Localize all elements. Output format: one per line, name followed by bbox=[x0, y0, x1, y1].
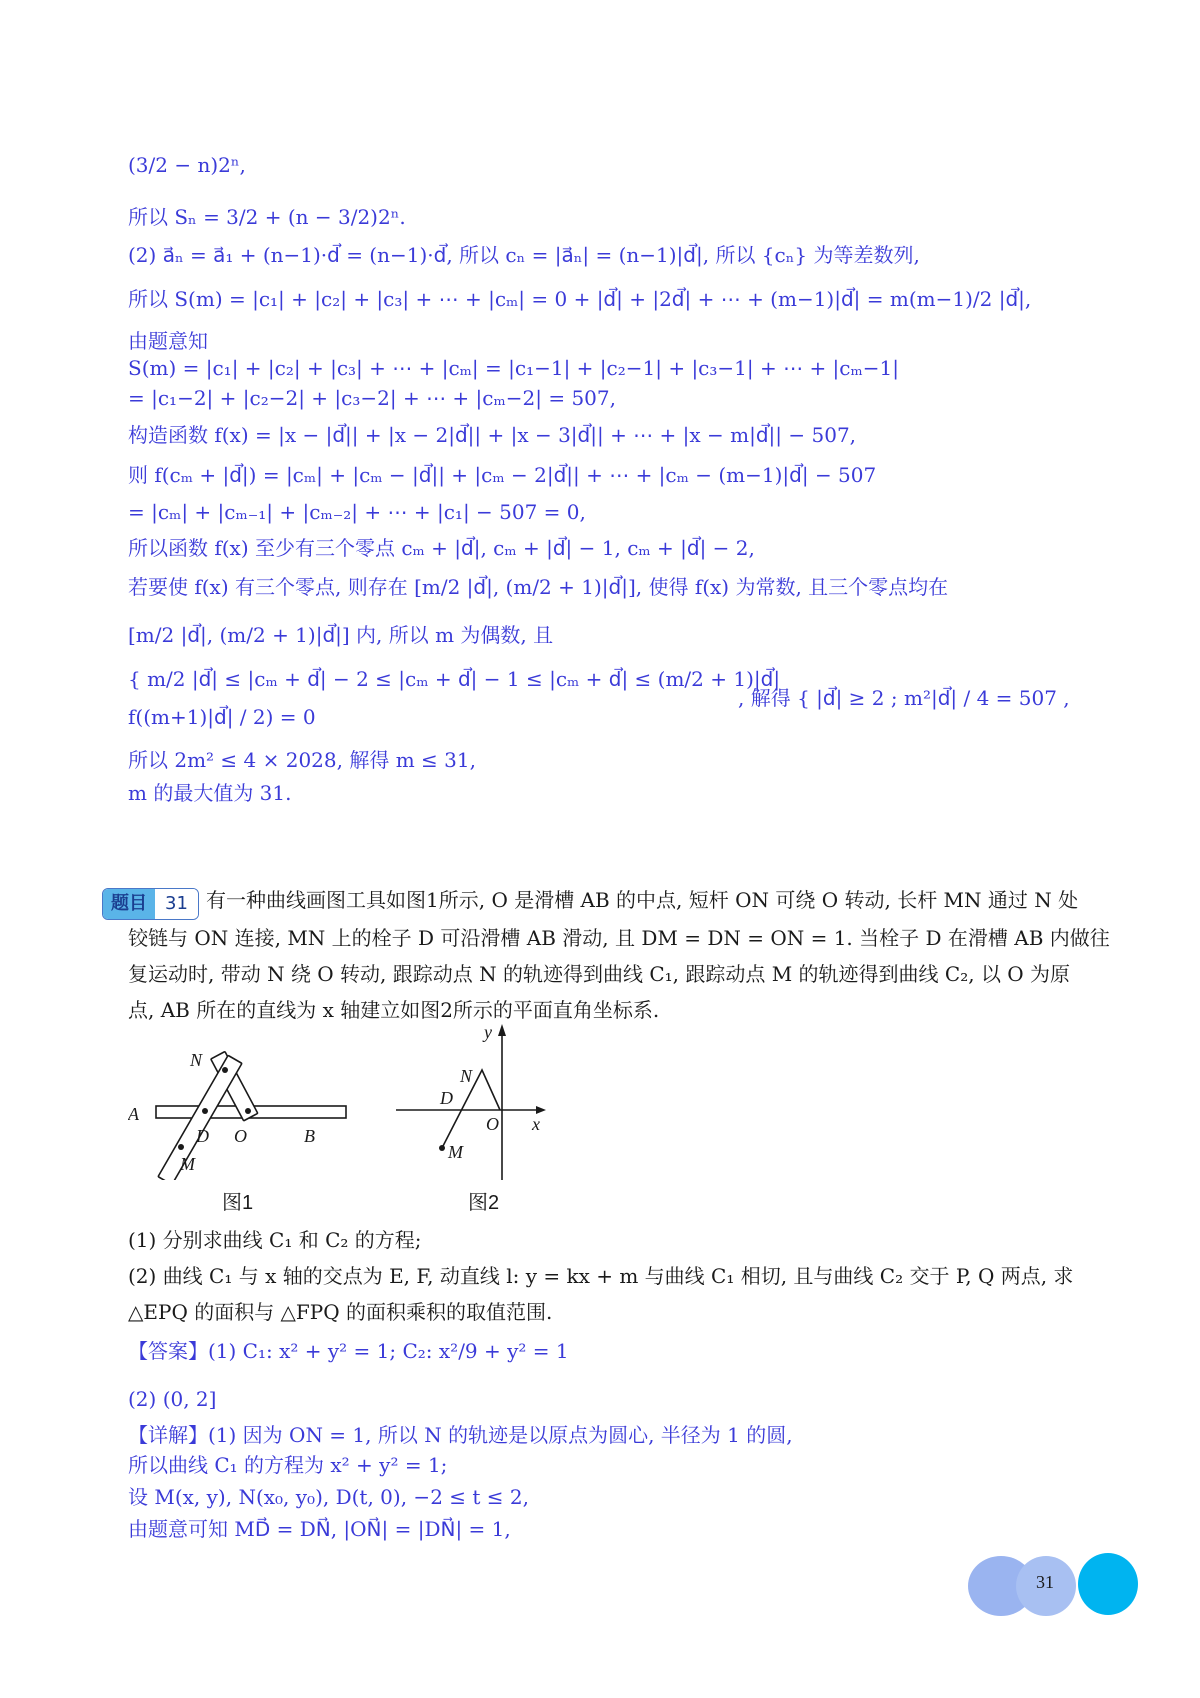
label-y: y bbox=[484, 1022, 492, 1042]
label-m: M bbox=[448, 1142, 463, 1162]
label-n: N bbox=[460, 1066, 473, 1086]
solution-line: f((m+1)|d⃗| / 2) = 0 bbox=[128, 705, 316, 729]
solution-line: 所以 2m² ≤ 4 × 2028, 解得 m ≤ 31, bbox=[128, 748, 476, 772]
label-o: O bbox=[234, 1126, 247, 1146]
label-n: N bbox=[190, 1050, 203, 1070]
point-m bbox=[178, 1144, 184, 1150]
label-d: D bbox=[196, 1126, 209, 1146]
question-part: △EPQ 的面积与 △FPQ 的面积乘积的取值范围. bbox=[128, 1300, 553, 1324]
label-b: B bbox=[304, 1126, 315, 1146]
label-d: D bbox=[440, 1088, 453, 1108]
solution-line: 所以 S(m) = |c₁| + |c₂| + |c₃| + ⋯ + |cₘ| = 0 + |d⃗| + |2d⃗| + ⋯ + (m−1)|d⃗| = m(m−1)/2 |d⃗|, bbox=[128, 287, 1032, 311]
solution-line: 由题意知 bbox=[128, 329, 208, 353]
page-number: 31 bbox=[1036, 1572, 1054, 1592]
answer-line: 【详解】(1) 因为 ON = 1, 所以 N 的轨迹是以原点为圆心, 半径为 1 的圆, bbox=[128, 1423, 793, 1447]
figure-1-caption: 图1 bbox=[222, 1192, 254, 1214]
question-line: 复运动时, 带动 N 绕 O 转动, 跟踪动点 N 的轨迹得到曲线 C₁, 跟踪动点 M 的轨迹得到曲线 C₂, 以 O 为原 bbox=[128, 962, 1071, 986]
point-o bbox=[245, 1108, 251, 1114]
solution-line: (2) a⃗ₙ = a⃗₁ + (n−1)·d⃗ = (n−1)·d⃗, 所以 cₙ = |a⃗ₙ| = (n−1)|d⃗|, 所以 {cₙ} 为等差数列, bbox=[128, 243, 920, 267]
solution-line: 构造函数 f(x) = |x − |d⃗|| + |x − 2|d⃗|| + |x − 3|d⃗|| + ⋯ + |x − m|d⃗|| − 507, bbox=[128, 423, 857, 447]
solution-line: [m/2 |d⃗|, (m/2 + 1)|d⃗|] 内, 所以 m 为偶数, 且 bbox=[128, 623, 554, 647]
question-line: 点, AB 所在的直线为 x 轴建立如图2所示的平面直角坐标系. bbox=[128, 998, 660, 1022]
solution-line: , 解得 { |d⃗| ≥ 2 ; m²|d⃗| / 4 = 507 , bbox=[738, 686, 1070, 710]
point-n bbox=[222, 1067, 228, 1073]
answer-line: 【答案】(1) C₁: x² + y² = 1; C₂: x²/9 + y² = 1 bbox=[128, 1339, 569, 1363]
question-tag bbox=[102, 888, 199, 920]
solution-line: (3/2 − n)2ⁿ, bbox=[128, 153, 246, 177]
solution-line: 则 f(cₘ + |d⃗|) = |cₘ| + |cₘ − |d⃗|| + |cₘ − 2|d⃗|| + ⋯ + |cₘ − (m−1)|d⃗| − 507 bbox=[128, 463, 877, 487]
solution-line: 所以 Sₙ = 3/2 + (n − 3/2)2ⁿ. bbox=[128, 205, 406, 229]
answer-line: 由题意可知 MD⃗ = DN⃗, |ON⃗| = |DN⃗| = 1, bbox=[128, 1517, 511, 1541]
question-line: 有一种曲线画图工具如图1所示, O 是滑槽 AB 的中点, 短杆 ON 可绕 O 转动, 长杆 MN 通过 N 处 bbox=[206, 888, 1079, 912]
label-o: O bbox=[486, 1114, 499, 1134]
solution-line: { m/2 |d⃗| ≤ |cₘ + d⃗| − 2 ≤ |cₘ + d⃗| − 1 ≤ |cₘ + d⃗| ≤ (m/2 + 1)|d⃗| bbox=[128, 667, 781, 691]
solution-line: S(m) = |c₁| + |c₂| + |c₃| + ⋯ + |cₘ| = |c₁−1| + |c₂−1| + |c₃−1| + ⋯ + |cₘ−1| bbox=[128, 356, 899, 380]
figure-2-caption: 图2 bbox=[468, 1192, 500, 1214]
x-axis-arrow bbox=[536, 1106, 546, 1114]
solution-line: m 的最大值为 31. bbox=[128, 781, 292, 805]
answer-line: (2) (0, 2] bbox=[128, 1387, 217, 1411]
page-badge-right bbox=[1078, 1553, 1138, 1615]
question-part: (2) 曲线 C₁ 与 x 轴的交点为 E, F, 动直线 l: y = kx + m 与曲线 C₁ 相切, 且与曲线 C₂ 交于 P, Q 两点, 求 bbox=[128, 1264, 1074, 1288]
figure-2 bbox=[396, 1020, 571, 1180]
question-part: (1) 分别求曲线 C₁ 和 C₂ 的方程; bbox=[128, 1228, 422, 1252]
label-x: x bbox=[532, 1114, 540, 1134]
solution-line: 若要使 f(x) 有三个零点, 则存在 [m/2 |d⃗|, (m/2 + 1)|d⃗|], 使得 f(x) 为常数, 且三个零点均在 bbox=[128, 575, 949, 599]
label-m: M bbox=[180, 1154, 195, 1174]
point-m bbox=[439, 1145, 445, 1151]
answer-line: 设 M(x, y), N(x₀, y₀), D(t, 0), −2 ≤ t ≤ 2, bbox=[128, 1485, 529, 1509]
answer-line: 所以曲线 C₁ 的方程为 x² + y² = 1; bbox=[128, 1453, 448, 1477]
y-axis-arrow bbox=[498, 1024, 506, 1036]
point-d bbox=[202, 1108, 208, 1114]
solution-line: = |cₘ| + |cₘ₋₁| + |cₘ₋₂| + ⋯ + |c₁| − 507 = 0, bbox=[128, 500, 586, 524]
question-tag-number: 31 bbox=[155, 889, 198, 919]
solution-line: 所以函数 f(x) 至少有三个零点 cₘ + |d⃗|, cₘ + |d⃗| − 1, cₘ + |d⃗| − 2, bbox=[128, 536, 755, 560]
label-a: A bbox=[128, 1104, 139, 1124]
question-tag-label: 题目 bbox=[103, 889, 155, 919]
figure-1 bbox=[128, 1040, 358, 1180]
question-line: 铰链与 ON 连接, MN 上的栓子 D 可沿滑槽 AB 滑动, 且 DM = DN = ON = 1. 当栓子 D 在滑槽 AB 内做往 bbox=[128, 926, 1110, 950]
solution-line: = |c₁−2| + |c₂−2| + |c₃−2| + ⋯ + |cₘ−2| = 507, bbox=[128, 386, 616, 410]
